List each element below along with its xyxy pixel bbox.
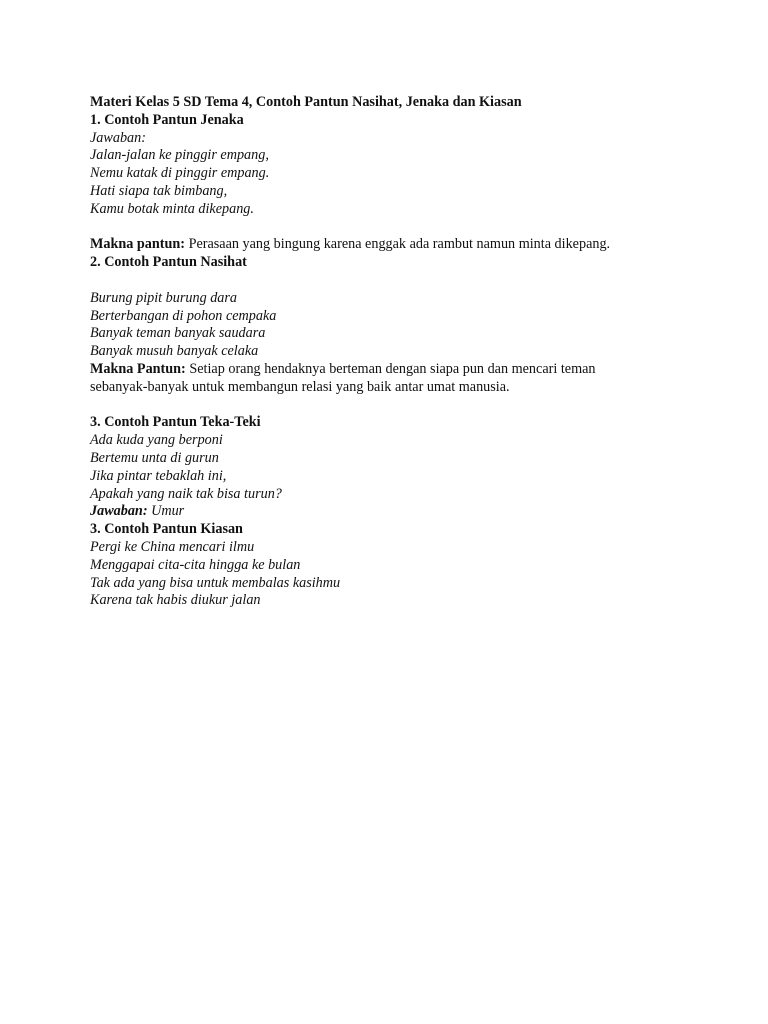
pantun-line: Nemu katak di pinggir empang. bbox=[90, 165, 270, 182]
pantun-line: Pergi ke China mencari ilmu bbox=[90, 538, 255, 555]
pantun-line: Jika pintar tebaklah ini, bbox=[90, 467, 227, 484]
answer-text: Umur bbox=[147, 503, 185, 520]
section-heading-nasihat: 2. Contoh Pantun Nasihat bbox=[90, 254, 247, 271]
section-heading-kiasan: 3. Contoh Pantun Kiasan bbox=[90, 521, 243, 538]
spacer bbox=[90, 219, 690, 237]
meaning-paragraph bbox=[90, 361, 635, 397]
meaning-text: Setiap orang hendaknya berteman dengan siapa pun dan mencari teman sebanyak-banyak untuk membangun relasi yang baik antar umat manusia. bbox=[90, 360, 596, 395]
pantun-line: Berterbangan di pohon cempaka bbox=[90, 307, 277, 324]
meaning-text: Perasaan yang bingung karena enggak ada rambut namun minta dikepang. bbox=[185, 236, 611, 253]
pantun-line: Banyak teman banyak saudara bbox=[90, 325, 266, 342]
pantun-line: Burung pipit burung dara bbox=[90, 289, 238, 306]
meaning-label: Makna Pantun: bbox=[90, 360, 186, 377]
pantun-line: Bertemu unta di gurun bbox=[90, 449, 219, 466]
document-page bbox=[90, 94, 690, 610]
pantun-line: Kamu botak minta dikepang. bbox=[90, 200, 254, 217]
section-heading-teka-teki: 3. Contoh Pantun Teka-Teki bbox=[90, 414, 261, 431]
pantun-line: Jalan-jalan ke pinggir empang, bbox=[90, 147, 269, 164]
spacer bbox=[90, 272, 690, 290]
pantun-line: Hati siapa tak bimbang, bbox=[90, 182, 228, 199]
answer-label: Jawaban: bbox=[90, 503, 148, 520]
pantun-line: Karena tak habis diukur jalan bbox=[90, 592, 261, 609]
answer-label: Jawaban: bbox=[90, 129, 146, 146]
meaning-paragraph bbox=[90, 236, 690, 254]
answer-paragraph bbox=[90, 503, 690, 521]
pantun-line: Banyak musuh banyak celaka bbox=[90, 343, 259, 360]
meaning-label: Makna pantun: bbox=[90, 236, 186, 253]
pantun-line: Menggapai cita-cita hingga ke bulan bbox=[90, 556, 301, 573]
pantun-line: Ada kuda yang berponi bbox=[90, 432, 223, 449]
section-heading-jenaka: 1. Contoh Pantun Jenaka bbox=[90, 111, 244, 128]
pantun-line: Tak ada yang bisa untuk membalas kasihmu bbox=[90, 574, 341, 591]
document-title: Materi Kelas 5 SD Tema 4, Contoh Pantun Nasihat, Jenaka dan Kiasan bbox=[90, 94, 522, 110]
spacer bbox=[90, 397, 690, 415]
pantun-line: Apakah yang naik tak bisa turun? bbox=[90, 485, 282, 502]
